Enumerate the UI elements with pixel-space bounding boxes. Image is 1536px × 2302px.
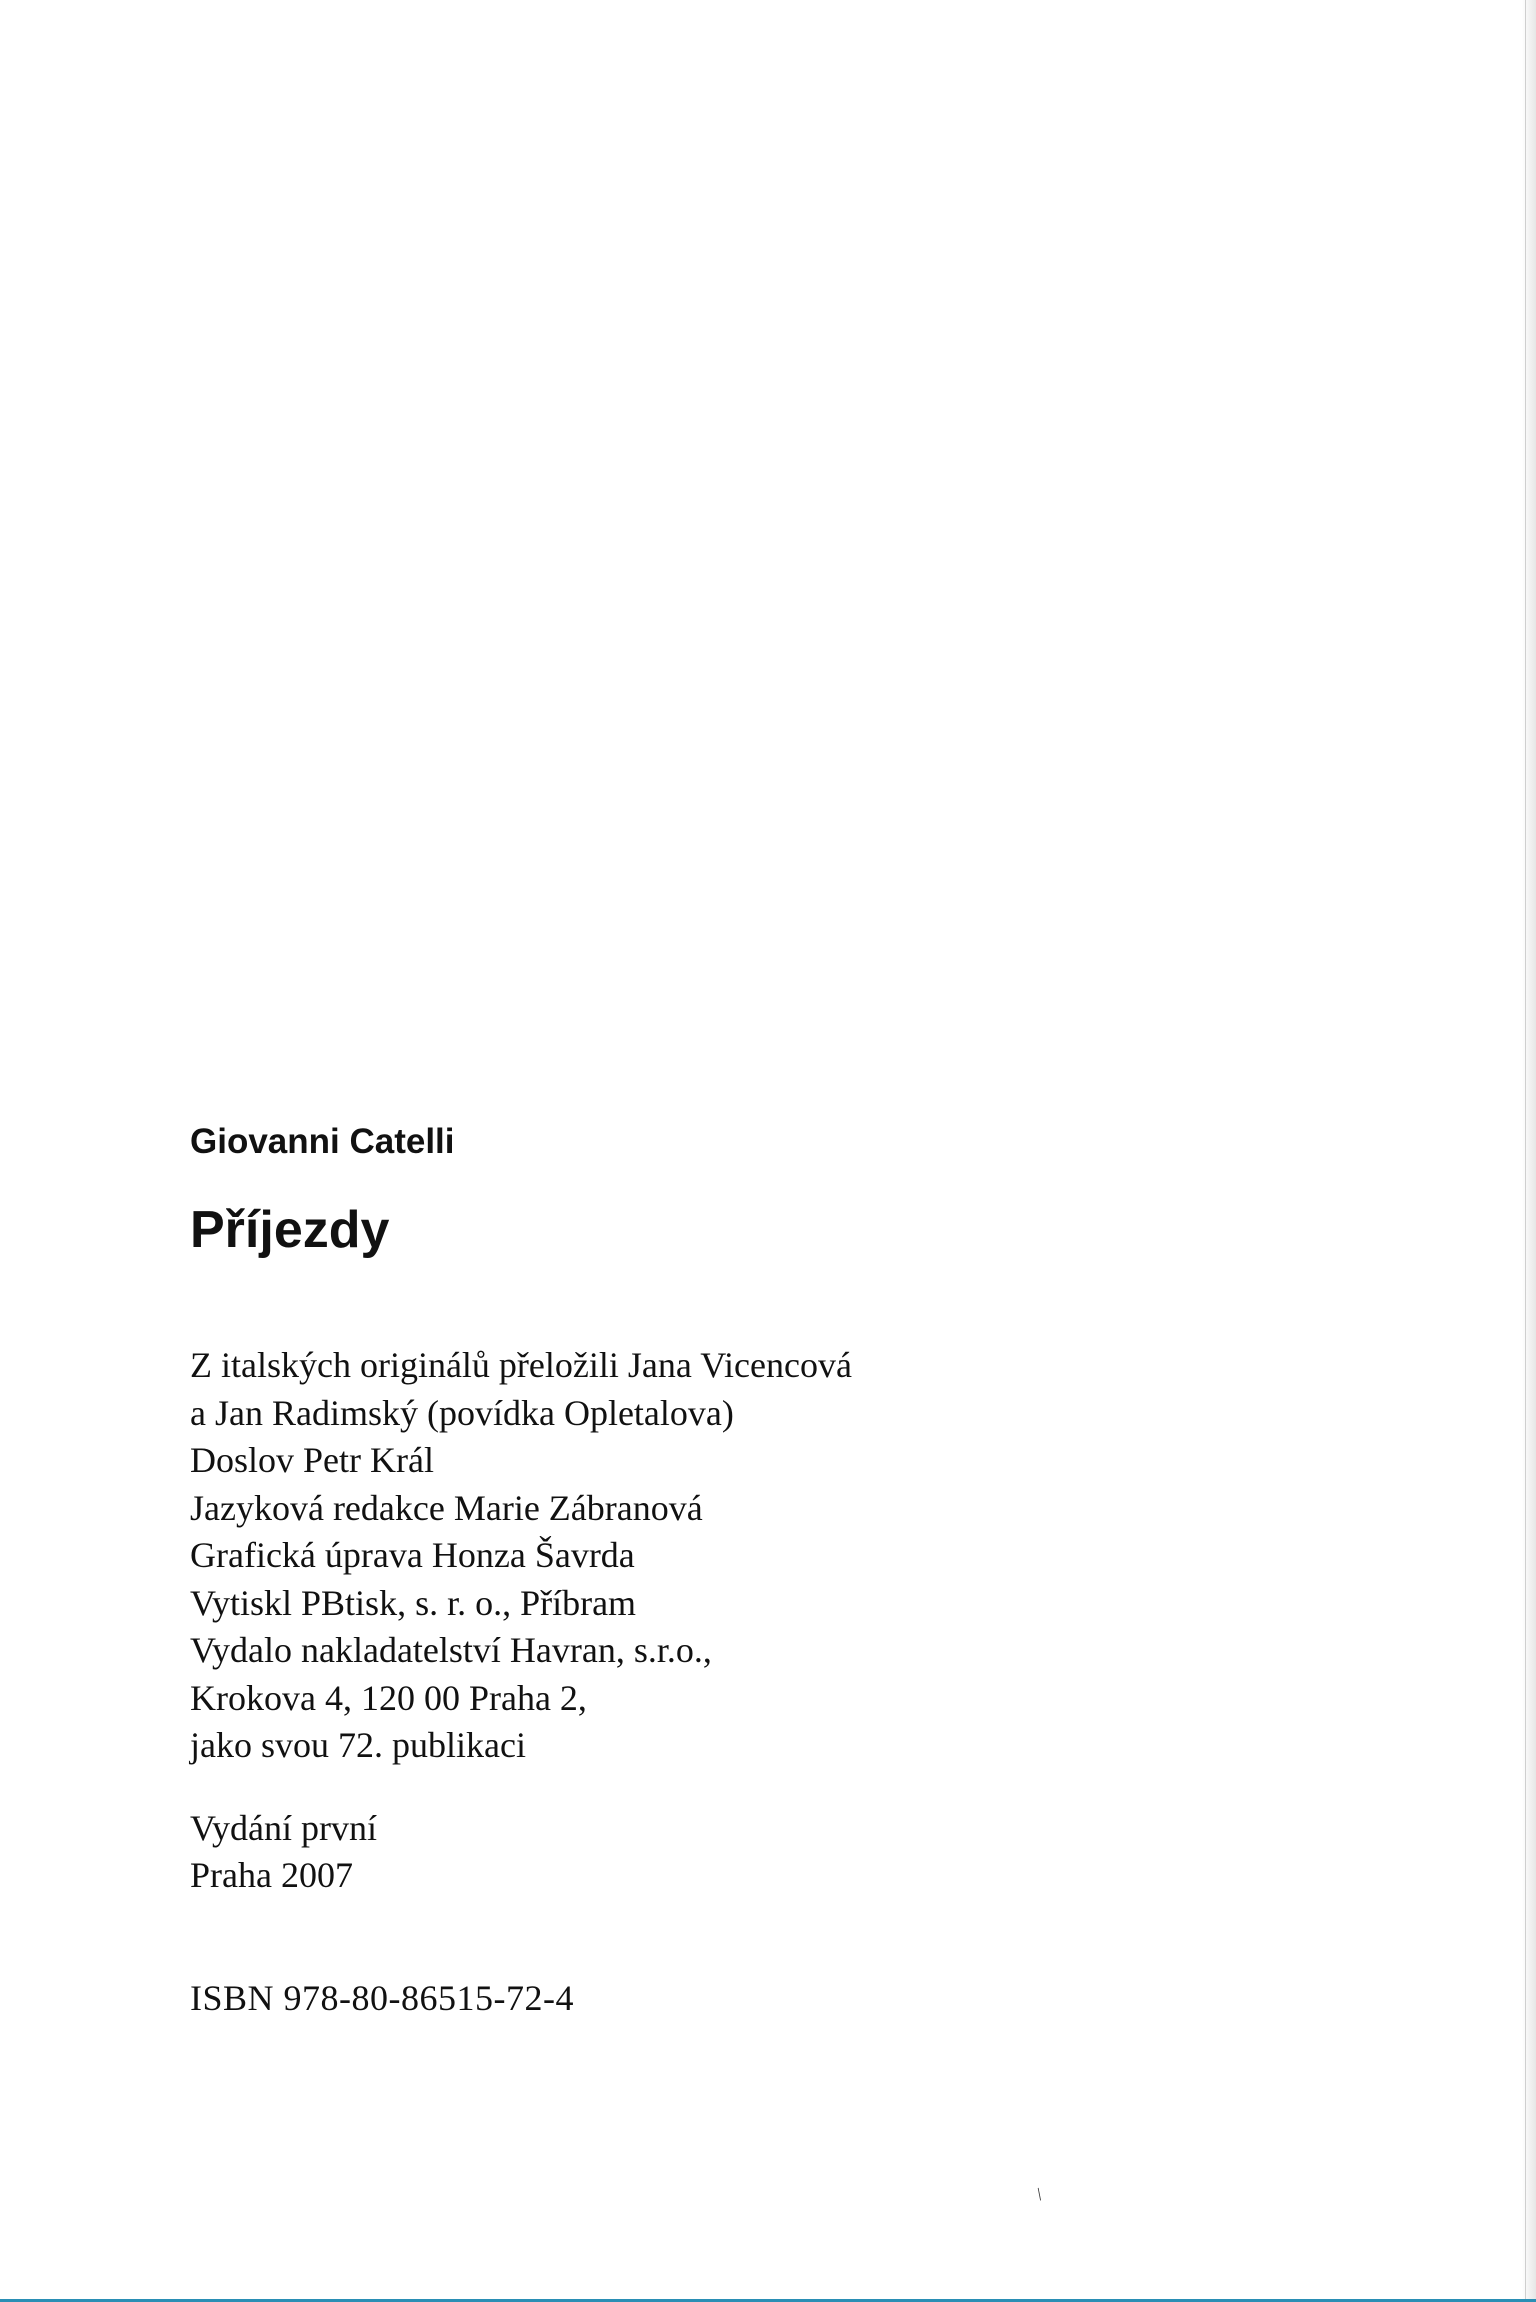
page-edge-line (1525, 0, 1526, 2302)
credit-line: Krokova 4, 120 00 Praha 2, (190, 1677, 587, 1718)
credits-list (190, 1342, 1290, 1770)
credit-line: Grafická úprava Honza Šavrda (190, 1535, 635, 1575)
edition-line: Vydání první (190, 1807, 377, 1848)
credit-line: jako svou 72. publikaci (190, 1725, 526, 1765)
imprint-block (190, 1120, 1290, 2022)
isbn-number: ISBN 978-80-86515-72-4 (190, 1977, 574, 2018)
author-name: Giovanni Catelli (190, 1122, 455, 1161)
edition-info (190, 1805, 1290, 1900)
credit-line: Jazyková redakce Marie Zábranová (190, 1487, 703, 1528)
scan-speck-mark: / (1032, 2184, 1047, 2204)
edition-place-year: Praha 2007 (190, 1855, 353, 1895)
credit-line: Z italských originálů přeložili Jana Vicencová (190, 1345, 852, 1385)
book-title: Příjezdy (190, 1201, 390, 1259)
credit-line: Vytiskl PBtisk, s. r. o., Příbram (190, 1582, 637, 1623)
credit-line: Doslov Petr Král (190, 1440, 434, 1480)
credit-line: a Jan Radimský (povídka Opletalova) (190, 1392, 734, 1433)
credit-line: Vydalo nakladatelství Havran, s.r.o., (190, 1630, 712, 1670)
